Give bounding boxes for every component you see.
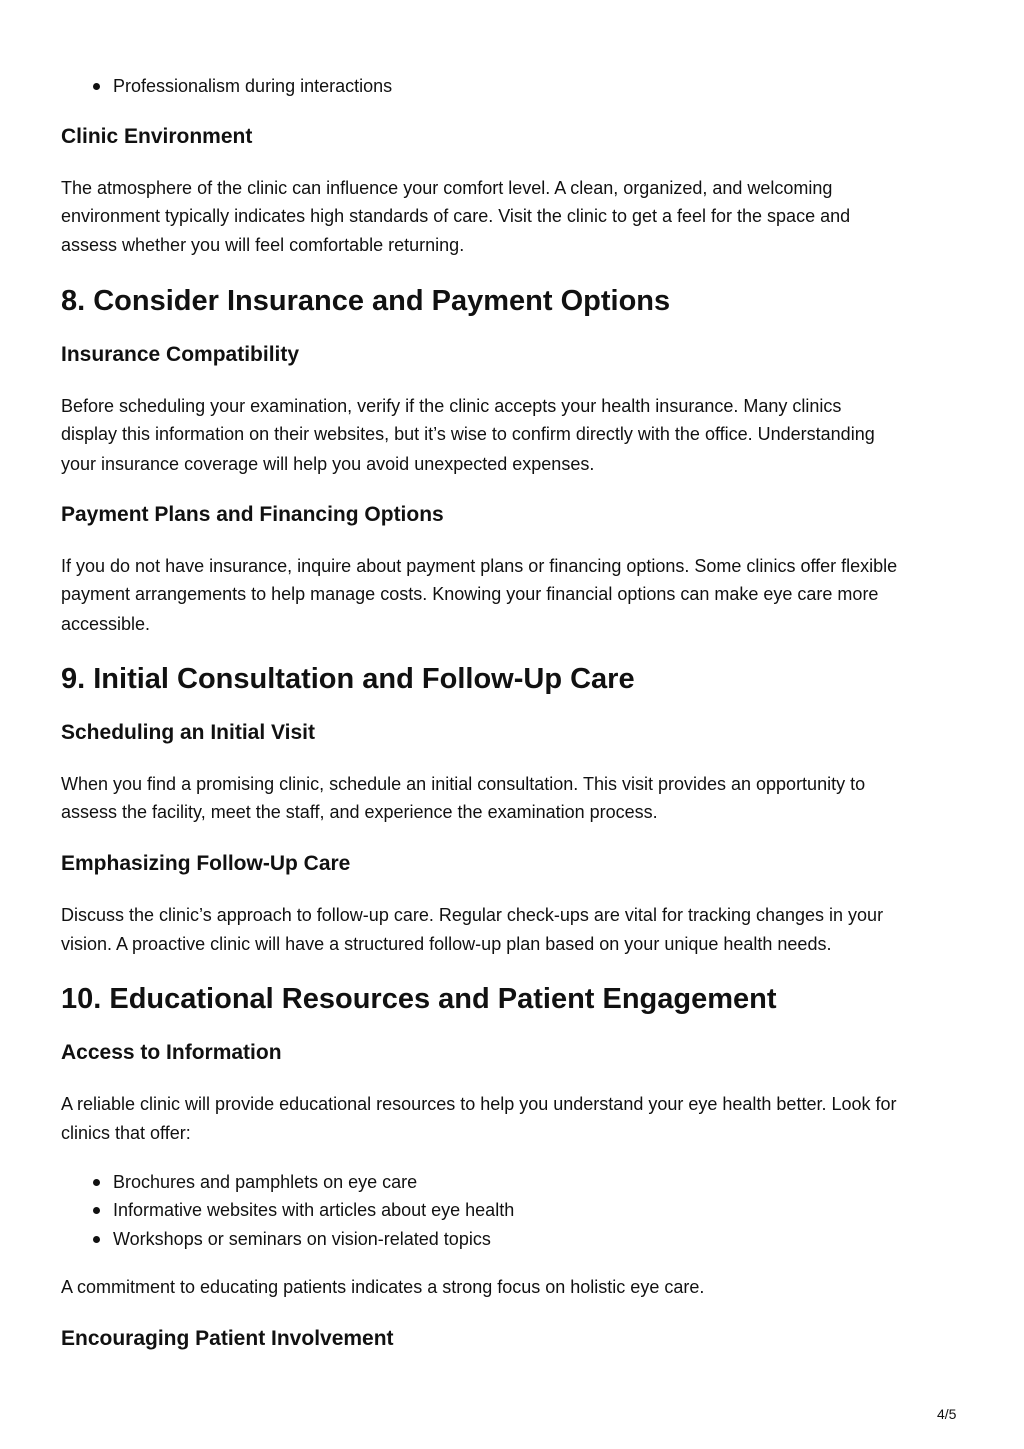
- list-item: [113, 1196, 514, 1225]
- list-item: [113, 72, 392, 101]
- paragraph-line: Discuss the clinic’s approach to follow-up care. Regular check-ups are vital for tracking changes in your: [61, 905, 884, 925]
- paragraph-line: environment typically indicates high standards of care. Visit the clinic to get a feel for the space and: [61, 206, 851, 226]
- page-number: 4/5: [937, 1406, 957, 1422]
- list-item-text: Workshops or seminars on vision-related topics: [113, 1229, 491, 1249]
- section-title-8: 8. Consider Insurance and Payment Options: [61, 285, 671, 317]
- section-heading-clinic-environment: Clinic Environment: [61, 125, 253, 148]
- paragraph-line: A commitment to educating patients indicates a strong focus on holistic eye care.: [61, 1277, 705, 1297]
- paragraph-line: clinics that offer:: [61, 1123, 191, 1143]
- bullet-marker: [93, 83, 100, 90]
- paragraph-line: assess whether you will feel comfortable returning.: [61, 235, 465, 255]
- list-item-text: Informative websites with articles about eye health: [113, 1200, 515, 1220]
- list-item-text: Brochures and pamphlets on eye care: [113, 1172, 418, 1192]
- bullet-marker: [93, 1207, 100, 1214]
- list-item: [113, 1225, 491, 1254]
- paragraph-line: If you do not have insurance, inquire about payment plans or financing options. Some clinics offer flexible: [61, 556, 898, 576]
- paragraph-line: your insurance coverage will help you avoid unexpected expenses.: [61, 454, 595, 474]
- bullet-marker: [93, 1236, 100, 1243]
- bullet-marker: [93, 1179, 100, 1186]
- paragraph-line: accessible.: [61, 614, 151, 634]
- subsection-heading-initial-visit: Scheduling an Initial Visit: [61, 721, 315, 744]
- subsection-heading-access: Access to Information: [61, 1041, 282, 1064]
- section-title-10: 10. Educational Resources and Patient Engagement: [61, 983, 777, 1015]
- paragraph-line: vision. A proactive clinic will have a structured follow-up plan based on your unique health needs.: [61, 934, 832, 954]
- paragraph-line: A reliable clinic will provide educational resources to help you understand your eye health better. Look for: [61, 1094, 897, 1114]
- section-title-9: 9. Initial Consultation and Follow-Up Care: [61, 663, 635, 695]
- paragraph-line: Before scheduling your examination, verify if the clinic accepts your health insurance. Many clinics: [61, 396, 842, 416]
- list-item-text: Professionalism during interactions: [113, 76, 393, 96]
- paragraph-line: assess the facility, meet the staff, and experience the examination process.: [61, 802, 658, 822]
- subsection-heading-payment: Payment Plans and Financing Options: [61, 503, 444, 526]
- paragraph-line: The atmosphere of the clinic can influence your comfort level. A clean, organized, and welcoming: [61, 178, 833, 198]
- subsection-heading-insurance: Insurance Compatibility: [61, 343, 300, 366]
- paragraph-line: display this information on their websites, but it’s wise to confirm directly with the office. Understanding: [61, 424, 875, 444]
- subsection-heading-involvement: Encouraging Patient Involvement: [61, 1327, 394, 1350]
- paragraph-line: When you find a promising clinic, schedule an initial consultation. This visit provides an opportunity to: [61, 774, 866, 794]
- list-item: [113, 1168, 417, 1197]
- subsection-heading-follow-up: Emphasizing Follow-Up Care: [61, 852, 351, 875]
- paragraph-line: payment arrangements to help manage costs. Knowing your financial options can make eye care more: [61, 584, 879, 604]
